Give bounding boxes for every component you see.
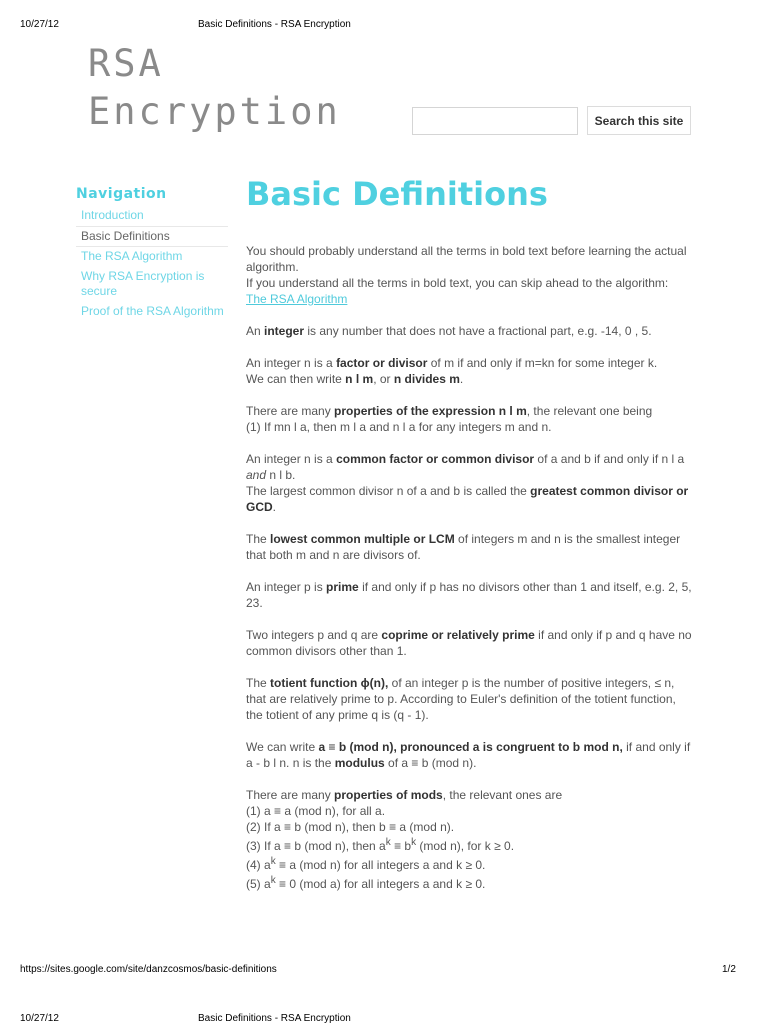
text: The largest common divisor n of a and b is called the <box>246 484 531 498</box>
intro-line2: If you understand all the terms in bold text, you can skip ahead to the algorithm: <box>246 276 669 290</box>
text: The <box>246 532 271 546</box>
superscript: k <box>385 837 391 848</box>
print-header-title-next-page: Basic Definitions - RSA Encryption <box>198 1013 351 1024</box>
totient-paragraph <box>246 675 692 723</box>
text: An integer n is a <box>246 356 337 370</box>
text: ≡ a (mod n) for all integers a and k ≥ 0. <box>275 858 486 872</box>
properties-paragraph <box>246 403 692 435</box>
print-header-date-next-page: 10/27/12 <box>20 1013 59 1024</box>
term-modulus: modulus <box>334 756 385 770</box>
text: n l b. <box>266 468 296 482</box>
term-properties: properties of the expression n l m <box>334 404 527 418</box>
text: , or <box>373 372 394 386</box>
factor-paragraph <box>246 355 692 387</box>
prime-paragraph <box>246 579 692 611</box>
text: Two integers p and q are <box>246 628 382 642</box>
text: ≡ b <box>390 839 412 853</box>
text: of m if and only if m=kn for some integer k. <box>427 356 658 370</box>
intro-line1: You should probably understand all the terms in bold text before learning the actual algorithm. <box>246 244 687 274</box>
integer-paragraph <box>246 323 692 339</box>
text: of an integer p is the number of positive integers, ≤ n, that are relatively prime to p. According to Euler's definition of the totient function, the totient of any prime q is (q - 1). <box>246 676 676 722</box>
search-button[interactable]: Search this site <box>587 106 691 135</box>
term-coprime: coprime or relatively prime <box>381 628 535 642</box>
page-title: Basic Definitions <box>246 175 548 213</box>
term-common-divisor: common factor or common divisor <box>336 452 535 466</box>
mod-item-1: (1) a ≡ a (mod n), for all a. <box>246 804 386 818</box>
superscript: k <box>270 875 276 886</box>
term-n-divides-m: n divides m <box>393 372 460 386</box>
text: We can then write <box>246 372 346 386</box>
rsa-algorithm-link[interactable]: The RSA Algorithm <box>246 292 348 306</box>
article-body <box>246 243 692 892</box>
text-emphasis: and <box>246 468 267 482</box>
text: . <box>459 372 464 386</box>
sidebar-navigation <box>76 186 228 322</box>
mod-item-2: (2) If a ≡ b (mod n), then b ≡ a (mod n). <box>246 820 455 834</box>
print-header-date: 10/27/12 <box>20 19 59 30</box>
text: An integer p is <box>246 580 327 594</box>
text: , the relevant one being <box>526 404 653 418</box>
term-properties-of-mods: properties of mods <box>334 788 443 802</box>
site-title[interactable] <box>88 40 341 136</box>
coprime-paragraph <box>246 627 692 659</box>
text: We can write <box>246 740 319 754</box>
nav-item-rsa-algorithm[interactable]: The RSA Algorithm <box>76 247 228 267</box>
text: is any number that does not have a fractional part, e.g. -14, 0 , 5. <box>304 324 652 338</box>
site-title-line1: RSA <box>88 42 164 85</box>
term-gcd: greatest common divisor or GCD <box>246 484 689 514</box>
common-divisor-paragraph <box>246 451 692 515</box>
print-header-title: Basic Definitions - RSA Encryption <box>198 19 351 30</box>
nav-item-introduction[interactable]: Introduction <box>76 206 228 226</box>
text: An <box>246 324 265 338</box>
main-content <box>246 172 692 908</box>
text: (5) a <box>246 877 271 891</box>
term-congruence: a ≡ b (mod n), pronounced a is congruent to b mod n, <box>318 740 623 754</box>
text: . <box>272 500 277 514</box>
nav-item-proof[interactable]: Proof of the RSA Algorithm <box>76 302 228 322</box>
text: ≡ 0 (mod a) for all integers a and k ≥ 0. <box>275 877 486 891</box>
text: , the relevant ones are <box>442 788 563 802</box>
superscript: k <box>270 856 276 867</box>
property-item-1: (1) If mn l a, then m l a and n l a for any integers m and n. <box>246 420 552 434</box>
congruence-paragraph <box>246 739 692 771</box>
term-prime: prime <box>326 580 359 594</box>
text: An integer n is a <box>246 452 337 466</box>
print-footer-page-number: 1/2 <box>722 964 736 975</box>
text: of a and b if and only if n l a <box>534 452 685 466</box>
text: There are many <box>246 788 335 802</box>
navigation-heading: Navigation <box>76 186 167 202</box>
text: of a ≡ b (mod n). <box>384 756 477 770</box>
text: if and only if p has no divisors other than 1 and itself, e.g. 2, 5, 23. <box>246 580 692 610</box>
text: The <box>246 676 271 690</box>
mods-paragraph <box>246 787 692 892</box>
nav-item-basic-definitions[interactable]: Basic Definitions <box>76 226 228 247</box>
term-n-l-m: n l m <box>345 372 374 386</box>
search-input[interactable] <box>412 107 578 135</box>
term-lcm: lowest common multiple or LCM <box>270 532 455 546</box>
text: (3) If a ≡ b (mod n), then a <box>246 839 386 853</box>
print-footer-url: https://sites.google.com/site/danzcosmos/basic-definitions <box>20 964 277 975</box>
nav-list <box>76 206 228 322</box>
nav-item-why-secure[interactable]: Why RSA Encryption is secure <box>76 267 228 302</box>
mod-item-5 <box>246 877 485 891</box>
mod-item-3 <box>246 839 514 853</box>
text: of integers m and n is the smallest integer that both m and n are divisors of. <box>246 532 681 562</box>
text: (4) a <box>246 858 271 872</box>
site-title-line2: Encryption <box>88 90 341 133</box>
text: if and only if p and q have no common divisors other than 1. <box>246 628 692 658</box>
term-integer: integer <box>264 324 305 338</box>
term-factor: factor or divisor <box>336 356 428 370</box>
text: if and only if a - b l n. n is the <box>246 740 691 770</box>
superscript: k <box>411 837 417 848</box>
text: There are many <box>246 404 335 418</box>
term-totient: totient function ϕ(n), <box>270 676 389 690</box>
text: (mod n), for k ≥ 0. <box>416 839 515 853</box>
mod-item-4 <box>246 858 485 872</box>
intro-paragraph <box>246 243 692 307</box>
lcm-paragraph <box>246 531 692 563</box>
